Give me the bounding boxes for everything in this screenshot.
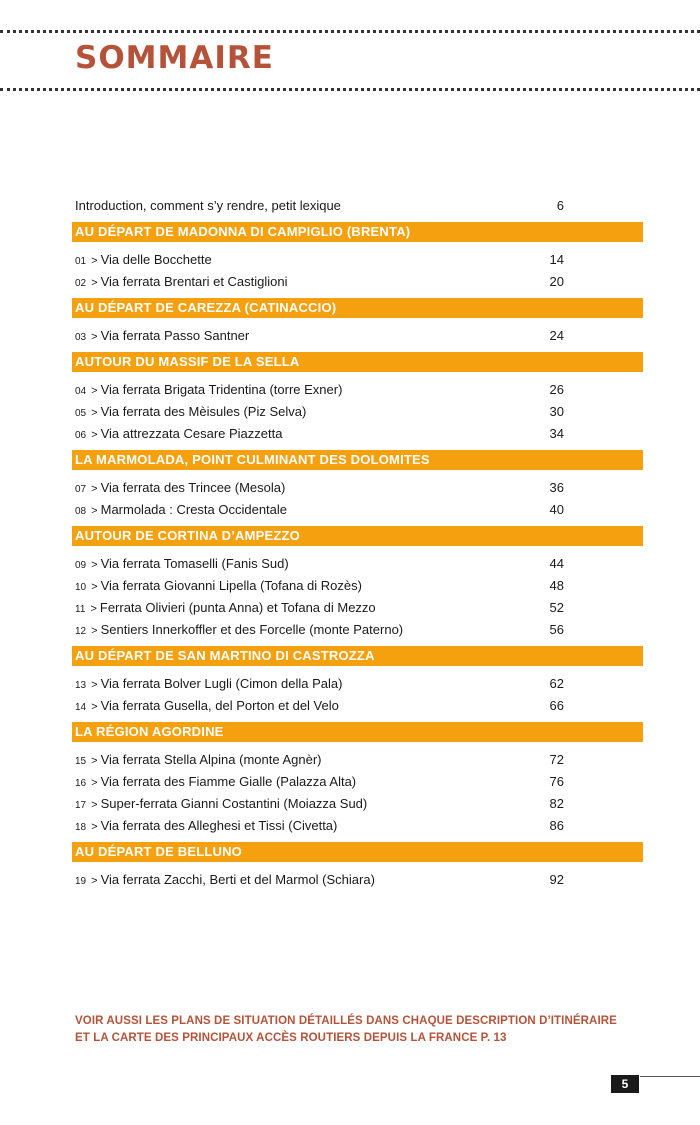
toc-entry-text [75,556,289,571]
toc-entry-text [75,774,356,789]
toc-entry-text [75,600,376,615]
toc-entry-number: 10 [75,581,87,593]
toc-entry-number: 06 [75,429,87,441]
toc-entry-text [75,404,306,419]
toc-entry-arrow: > [88,624,98,637]
toc-entry-label: Via ferrata Tomaselli (Fanis Sud) [100,555,289,571]
toc-entry-label: Via ferrata des Fiamme Gialle (Palazza Alta) [100,773,357,789]
toc-entry[interactable] [72,814,643,836]
toc-entry[interactable] [72,574,643,596]
toc-entry-page: 72 [549,751,564,767]
toc-entry-page: 24 [549,327,564,343]
toc-intro-page: 6 [556,197,564,213]
page-number-badge: 5 [611,1075,639,1093]
toc-entry-number: 14 [75,701,87,713]
toc-entry-arrow: > [88,678,98,691]
toc-entry-number: 07 [75,483,87,495]
toc-entry-page: 34 [549,425,564,441]
toc-section-group [72,476,643,520]
toc-entry-label: Via ferrata Giovanni Lipella (Tofana di Rozès) [100,577,362,593]
toc-entry-number: 13 [75,679,87,691]
toc-entry-page: 14 [549,251,564,267]
toc-entry-number: 15 [75,755,87,767]
toc-entry-text [75,252,212,267]
toc-entry-number: 03 [75,331,87,343]
toc-entry-text [75,578,362,593]
toc-section-group [72,324,643,346]
toc-section-header: AU DÉPART DE SAN MARTINO DI CASTROZZA [72,646,643,666]
toc-section-group [72,552,643,640]
toc-entry-label: Via delle Bocchette [100,251,212,267]
toc-entry-arrow: > [88,254,98,267]
toc-entry-number: 05 [75,407,87,419]
see-also-note [75,1013,617,1047]
toc-section-header: AUTOUR DU MASSIF DE LA SELLA [72,352,643,372]
toc-entry-page: 86 [549,817,564,833]
toc-entry[interactable] [72,792,643,814]
see-also-line-2: ET LA CARTE DES PRINCIPAUX ACCÈS ROUTIERS DEPUIS LA FRANCE P. 13 [75,1032,507,1044]
title-dotted-rule [0,88,700,91]
toc-entry-page: 30 [549,403,564,419]
toc-entry-page: 76 [549,773,564,789]
toc-entry-label: Via ferrata Bolver Lugli (Cimon della Pala) [100,675,343,691]
toc-entry-page: 40 [549,501,564,517]
toc-entry-number: 08 [75,505,87,517]
toc-entry-number: 11 [75,603,86,615]
toc-entry-arrow: > [88,754,98,767]
toc-entry[interactable] [72,770,643,792]
toc-entry-page: 26 [549,381,564,397]
toc-section-group [72,748,643,836]
toc-entry-arrow: > [88,276,98,289]
toc-entry-arrow: > [88,330,98,343]
toc-intro-label: Introduction, comment s’y rendre, petit lexique [75,197,341,213]
toc-entry[interactable] [72,270,643,292]
toc-section-header: LA RÉGION AGORDINE [72,722,643,742]
toc-entry-arrow: > [87,602,97,615]
toc-entry-number: 01 [75,255,87,267]
toc-entry-label: Marmolada : Cresta Occidentale [100,501,288,517]
toc-section-group [72,868,643,890]
toc-entry-text [75,818,337,833]
toc-entry-number: 18 [75,821,87,833]
toc-entry-page: 52 [549,599,564,615]
toc-entry-arrow: > [88,482,98,495]
toc-entry-arrow: > [88,700,98,713]
toc-entry-label: Via ferrata des Alleghesi et Tissi (Civetta) [100,817,338,833]
toc-entry-label: Via ferrata Brigata Tridentina (torre Exner) [100,381,343,397]
toc-entry-number: 16 [75,777,87,789]
toc-entry[interactable] [72,618,643,640]
toc-entry-arrow: > [88,406,98,419]
toc-entry[interactable] [72,422,643,444]
toc-entry-text [75,274,288,289]
toc-entry[interactable] [72,324,643,346]
toc-section-header: AU DÉPART DE MADONNA DI CAMPIGLIO (BRENTA) [72,222,643,242]
toc-entry-arrow: > [88,428,98,441]
toc-entry[interactable] [72,476,643,498]
toc-entry-text [75,676,342,691]
toc-entry-number: 04 [75,385,87,397]
toc-entry-page: 44 [549,555,564,571]
toc-entry[interactable] [72,672,643,694]
toc-entry-text [75,796,367,811]
toc-section-header: AUTOUR DE CORTINA D’AMPEZZO [72,526,643,546]
toc-entry-label: Via attrezzata Cesare Piazzetta [100,425,283,441]
toc-section-header: AU DÉPART DE BELLUNO [72,842,643,862]
toc-entry-page: 48 [549,577,564,593]
toc-entry-page: 56 [549,621,564,637]
toc-entry-label: Via ferrata Passo Santner [100,327,250,343]
toc-entry-arrow: > [88,874,98,887]
toc-entry[interactable] [72,378,643,400]
toc-entry-arrow: > [88,798,98,811]
toc-section-header: AU DÉPART DE CAREZZA (CATINACCIO) [72,298,643,318]
toc-intro-row[interactable] [72,194,643,216]
toc-entry[interactable] [72,400,643,422]
toc-entry-text [75,698,339,713]
toc-entry-label: Via ferrata Stella Alpina (monte Agnèr) [100,751,322,767]
toc-entry-page: 66 [549,697,564,713]
toc-entry[interactable] [72,868,643,890]
toc-section-group [72,672,643,716]
toc-entry-arrow: > [88,820,98,833]
toc-entry-label: Via ferrata Brentari et Castiglioni [100,273,288,289]
toc-entry-arrow: > [88,776,98,789]
top-dotted-rule [0,30,700,33]
toc-entry-arrow: > [88,504,98,517]
toc-entry[interactable] [72,596,643,618]
toc-entry[interactable] [72,248,643,270]
toc-entry-page: 62 [549,675,564,691]
toc-entry-number: 02 [75,277,87,289]
toc-entry-number: 19 [75,875,87,887]
toc-entry-label: Via ferrata Gusella, del Porton et del Velo [100,697,339,713]
toc-entry-label: Via ferrata Zacchi, Berti et del Marmol (Schiara) [100,871,375,887]
toc-section-group [72,248,643,292]
toc-entry-page: 82 [549,795,564,811]
toc-entry-arrow: > [88,580,98,593]
toc-entry-page: 92 [549,871,564,887]
toc-entry-text [75,622,403,637]
toc-entry[interactable] [72,748,643,770]
toc-entry-arrow: > [88,384,98,397]
toc-sections [72,222,643,890]
toc-entry-label: Ferrata Olivieri (punta Anna) et Tofana di Mezzo [99,599,376,615]
table-of-contents [72,194,643,890]
toc-entry-text [75,328,249,343]
toc-entry-text [75,480,285,495]
toc-entry-number: 09 [75,559,87,571]
toc-entry-page: 20 [549,273,564,289]
toc-entry[interactable] [72,498,643,520]
toc-entry[interactable] [72,552,643,574]
toc-entry-text [75,872,375,887]
toc-entry-label: Via ferrata des Trincee (Mesola) [100,479,286,495]
toc-entry-text [75,426,282,441]
toc-entry-number: 12 [75,625,87,637]
toc-section-group [72,378,643,444]
toc-section-header: LA MARMOLADA, POINT CULMINANT DES DOLOMITES [72,450,643,470]
toc-entry-page: 36 [549,479,564,495]
footer-rule [640,1076,700,1077]
toc-entry-text [75,502,287,517]
toc-entry[interactable] [72,694,643,716]
page-title: SOMMAIRE [75,40,274,76]
see-also-line-1: VOIR AUSSI LES PLANS DE SITUATION DÉTAILLÉS DANS CHAQUE DESCRIPTION D’ITINÉRAIRE [75,1015,617,1027]
toc-entry-label: Via ferrata des Mèisules (Piz Selva) [100,403,307,419]
toc-entry-arrow: > [88,558,98,571]
toc-entry-label: Super-ferrata Gianni Costantini (Moiazza Sud) [100,795,368,811]
toc-entry-text [75,382,342,397]
toc-entry-number: 17 [75,799,87,811]
toc-entry-label: Sentiers Innerkoffler et des Forcelle (monte Paterno) [100,621,404,637]
toc-entry-text [75,752,322,767]
